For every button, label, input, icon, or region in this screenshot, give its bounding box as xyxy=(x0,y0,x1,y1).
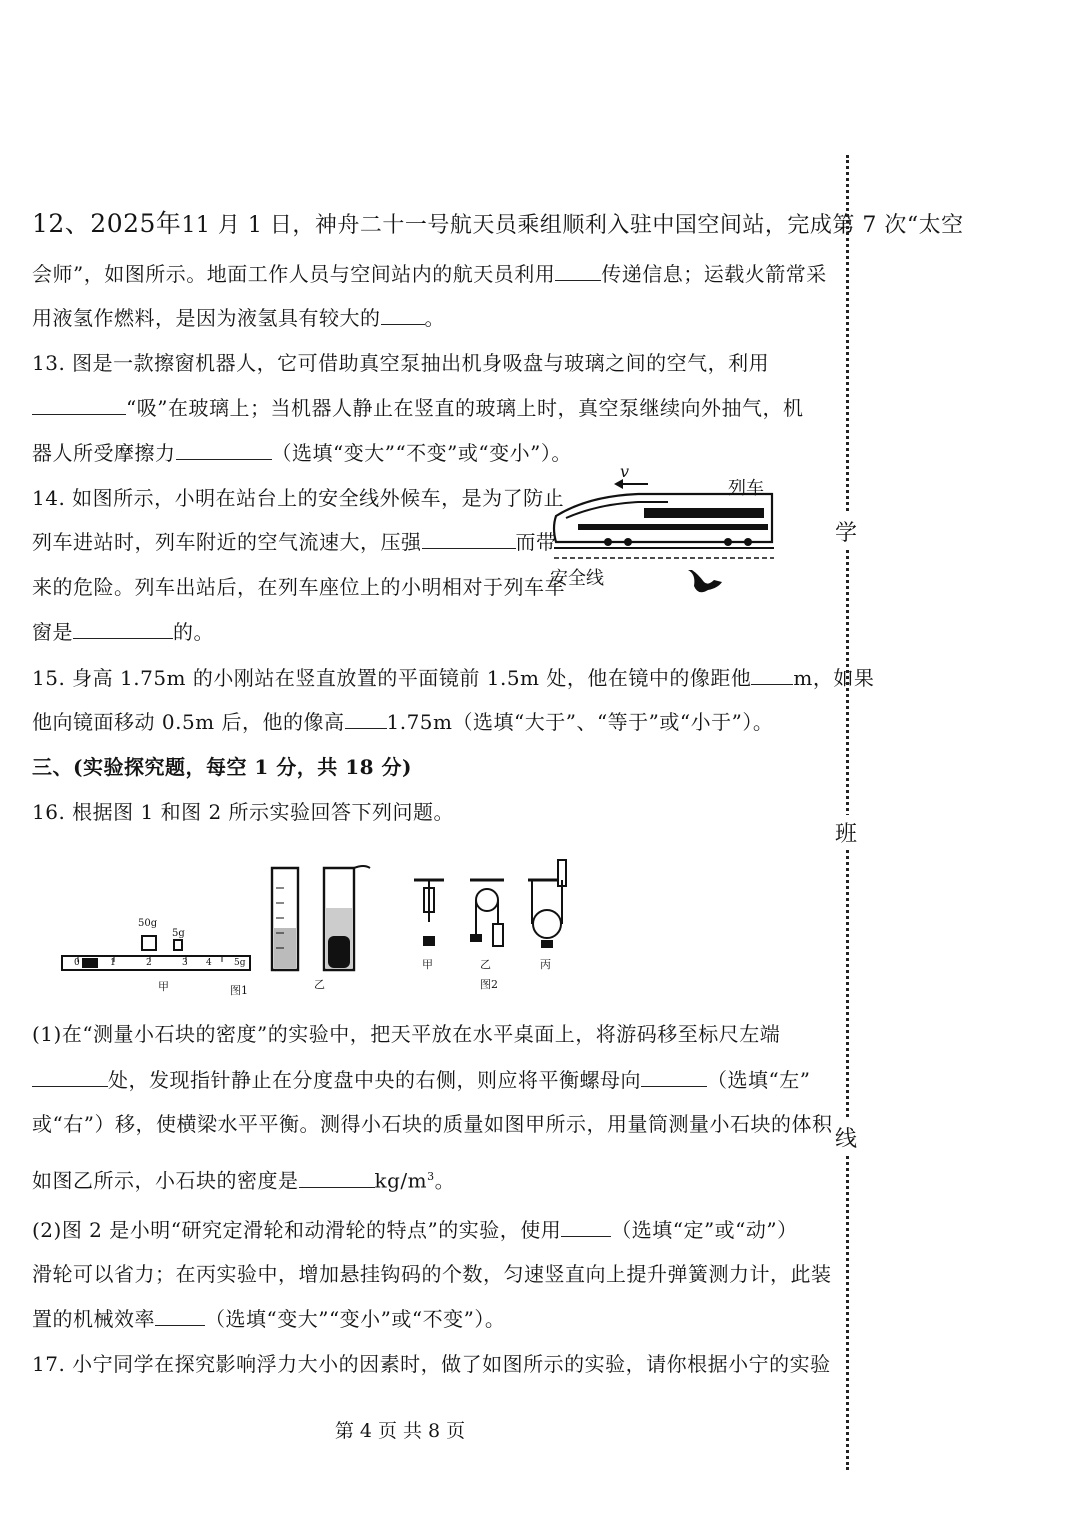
scale-tick-5: 5g xyxy=(234,958,246,968)
q14-line-4 xyxy=(32,620,214,644)
rider-icon xyxy=(82,958,98,968)
q12-line-1 xyxy=(32,209,964,238)
q16-unit: kg/m xyxy=(374,1168,428,1193)
q16-blank-1 xyxy=(32,1068,108,1087)
weight-5g-label: 5g xyxy=(172,928,185,939)
q16-p1-text-4c: 。 xyxy=(434,1168,456,1193)
movable-pulley-icon xyxy=(533,910,561,938)
fig2-label-bing: 丙 xyxy=(540,958,551,971)
q12-text-2b: 传递信息；运载火箭常采 xyxy=(601,262,827,286)
q13-blank-2 xyxy=(176,441,272,460)
section-3-heading: 三、(实验探究题，每空 1 分，共 18 分) xyxy=(32,755,413,779)
q14-line-3 xyxy=(32,575,565,599)
q15-line-2 xyxy=(32,710,773,734)
fig1-label-yi: 乙 xyxy=(314,978,325,991)
q16-p2-line-2: 滑轮可以省力；在丙实验中，增加悬挂钩码的个数，匀速竖直向上提升弹簧测力计，此装 xyxy=(32,1262,832,1286)
q14-text-4a: 窗是 xyxy=(32,620,73,644)
q12-line-3 xyxy=(32,306,445,330)
binding-mark-3: 线 xyxy=(835,1120,857,1155)
q16-unit-sup: 3 xyxy=(427,1170,435,1183)
q12-line-2 xyxy=(32,262,827,286)
q12-text-3b: 。 xyxy=(424,306,445,330)
q16-p2-text-1a: (2)图 2 是小明“研究定滑轮和动滑轮的特点”的实验，使用 xyxy=(32,1218,562,1242)
q14-line-2 xyxy=(32,530,557,554)
weight-50g-label: 50g xyxy=(138,918,158,929)
q12-text-2a: 会师”，如图所示。地面工作人员与空间站内的航天员利用 xyxy=(32,262,556,286)
binding-mark-1: 学 xyxy=(835,514,857,549)
scale-tick-4: 4 xyxy=(206,958,212,968)
fig2-label-jia: 甲 xyxy=(422,958,433,971)
binding-dotted-line xyxy=(846,155,849,1470)
q16-p1-text-4a: 如图乙所示，小石块的密度是 xyxy=(32,1168,299,1193)
q16-p1-line-3: 或“右”）移，使横梁水平平衡。测得小石块的质量如图甲所示，用量筒测量小石块的体积 xyxy=(32,1112,833,1136)
q13-line-2 xyxy=(32,396,803,420)
q12-text-3a: 用液氢作燃料，是因为液氢具有较大的 xyxy=(32,306,381,330)
q15-text-1b: m，如果 xyxy=(793,666,875,690)
q12-blank-2 xyxy=(381,306,425,325)
q16-blank-4 xyxy=(561,1218,611,1237)
scale-tick-2: 2 xyxy=(146,958,152,968)
q16-blank-3 xyxy=(299,1169,375,1188)
fig1-label-jia: 甲 xyxy=(158,980,169,993)
weight-50g-icon xyxy=(142,936,156,950)
q13-text-3a: 器人所受摩擦力 xyxy=(32,441,176,465)
q15-blank-2 xyxy=(345,710,387,729)
q12-number-year: 12、2025年 xyxy=(32,209,182,238)
velocity-label: v xyxy=(620,462,630,481)
q16-p2-text-1b: （选填“定”或“动”） xyxy=(611,1218,798,1242)
binding-mark-2: 班 xyxy=(835,815,857,850)
q16-intro: 16. 根据图 1 和图 2 所示实验回答下列问题。 xyxy=(32,800,455,824)
train-label: 列车 xyxy=(728,478,764,498)
q15-text-2a: 他向镜面移动 0.5m 后，他的像高 xyxy=(32,710,345,734)
q14-text-2b: 而带 xyxy=(515,530,557,554)
q13-line-3 xyxy=(32,441,572,465)
q16-p2-text-3b: （选填“变大”“变小”或“不变”）。 xyxy=(205,1307,506,1331)
q14-text-1: 14. 如图所示，小明在站台上的安全线外候车，是为了防止 xyxy=(32,486,565,510)
q15-blank-1 xyxy=(751,666,793,685)
q17-line-1: 17. 小宁同学在探究影响浮力大小的因素时，做了如图所示的实验，请你根据小宁的实验 xyxy=(32,1352,831,1376)
scale-tick-3: 3 xyxy=(182,958,188,968)
q14-text-3: 来的危险。列车出站后，在列车座位上的小明相对于列车车 xyxy=(32,575,565,599)
fig2-label-yi: 乙 xyxy=(480,958,491,971)
q14-blank-1 xyxy=(422,530,516,549)
q16-blank-5 xyxy=(155,1307,205,1326)
q13-text-2: “吸”在玻璃上；当机器人静止在竖直的玻璃上时，真空泵继续向外抽气，机 xyxy=(126,396,804,420)
stone-icon xyxy=(328,936,350,968)
q16-blank-2 xyxy=(641,1068,707,1087)
q16-figures xyxy=(58,858,598,996)
scale-tick-0: 0 xyxy=(74,958,80,968)
q16-p1-text-2b: （选填“左” xyxy=(707,1068,811,1092)
person-icon xyxy=(688,570,722,592)
q14-blank-2 xyxy=(73,620,173,639)
q16-p1-line-2 xyxy=(32,1068,810,1092)
fixed-pulley-icon xyxy=(476,889,498,911)
q15-text-2b: 1.75m（选填“大于”、“等于”或“小于”）。 xyxy=(386,710,774,734)
q15-text-1a: 15. 身高 1.75m 的小刚站在竖直放置的平面镜前 1.5m 处，他在镜中的像距他 xyxy=(32,666,752,690)
page-footer: 第 4 页 共 8 页 xyxy=(334,1420,466,1442)
q16-p2-text-3a: 置的机械效率 xyxy=(32,1307,155,1331)
q16-p1-line-4 xyxy=(32,1165,455,1193)
q16-p1-text-2a: 处，发现指针静止在分度盘中央的右侧，则应将平衡螺母向 xyxy=(108,1068,641,1092)
q14-text-2a: 列车进站时，列车附近的空气流速大，压强 xyxy=(32,530,422,554)
q12-text-1: 11 月 1 日，神舟二十一号航天员乘组顺利入驻中国空间站，完成第 7 次“太空 xyxy=(181,213,964,238)
q14-line-1 xyxy=(32,486,564,510)
q13-text-3b: （选填“变大”“不变”或“变小”）。 xyxy=(271,441,572,465)
q13-blank-1 xyxy=(32,396,126,415)
q12-blank-1 xyxy=(555,262,601,281)
q16-p2-line-3 xyxy=(32,1307,505,1331)
q13-text-1: 13. 图是一款擦窗机器人，它可借助真空泵抽出机身吸盘与玻璃之间的空气，利用 xyxy=(32,351,770,375)
q15-line-1 xyxy=(32,666,874,690)
q14-text-4b: 的。 xyxy=(173,620,214,644)
q16-p2-line-1 xyxy=(32,1218,798,1242)
weight-5g-icon xyxy=(174,940,182,950)
safety-line-label: 安全线 xyxy=(550,568,604,588)
train-figure xyxy=(548,462,778,610)
q16-p1-line-1: (1)在“测量小石块的密度”的实验中，把天平放在水平桌面上，将游码移至标尺左端 xyxy=(32,1022,781,1046)
fig1-caption: 图1 xyxy=(230,984,248,997)
q13-line-1 xyxy=(32,351,769,375)
scale-tick-1: 1 xyxy=(110,958,116,968)
fig2-caption: 图2 xyxy=(480,978,498,991)
